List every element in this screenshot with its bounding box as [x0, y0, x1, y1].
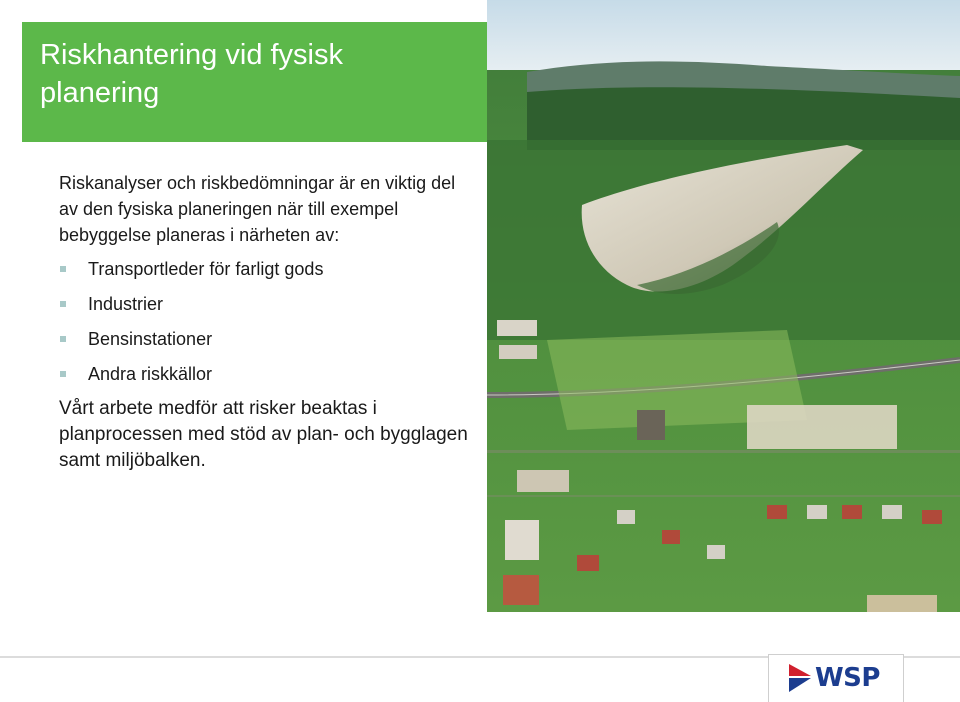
risk-source-list	[59, 256, 469, 387]
aerial-photo	[487, 0, 960, 612]
slide-title: Riskhantering vid fysisk planering	[40, 39, 343, 109]
list-item-label: Transportleder för farligt gods	[88, 259, 324, 279]
logo-wordmark: WSP	[815, 663, 880, 693]
square-bullet-icon	[60, 371, 66, 377]
slide-body	[59, 170, 469, 474]
outro-text: Vårt arbete medför att risker beaktas i planprocessen med stöd av plan- och bygglagen samt miljöbalken.	[59, 398, 468, 471]
intro-text: Riskanalyser och riskbedömningar är en viktig del av den fysiska planeringen när till exempel bebyggelse planeras i närheten av:	[59, 173, 456, 245]
company-logo	[768, 654, 904, 702]
square-bullet-icon	[60, 336, 66, 342]
list-item	[59, 361, 469, 387]
list-item	[59, 291, 469, 317]
list-item-label: Andra riskkällor	[88, 364, 213, 384]
wsp-logo-icon	[787, 662, 813, 694]
list-item-label: Industrier	[88, 294, 164, 314]
list-item-label: Bensinstationer	[88, 329, 213, 349]
title-banner	[22, 22, 530, 142]
square-bullet-icon	[60, 301, 66, 307]
square-bullet-icon	[60, 266, 66, 272]
list-item	[59, 256, 469, 282]
list-item	[59, 326, 469, 352]
